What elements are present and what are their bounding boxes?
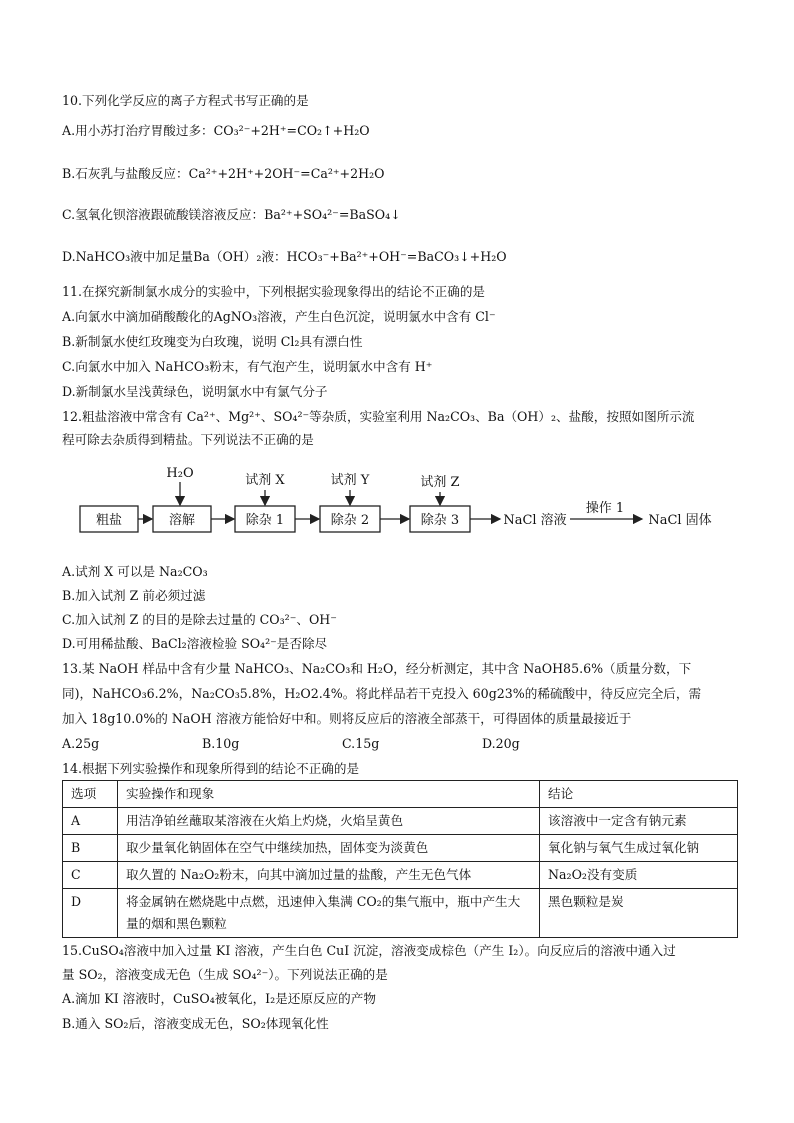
q10-option-a: A.用小苏打治疗胃酸过多：CO₃²⁻+2H⁺=CO₂↑+H₂O [62,123,370,138]
crude-salt-label: 粗盐 [95,513,123,528]
q12-flow-diagram [60,462,740,562]
q10-option-c: C.氢氧化钡溶液跟硫酸镁溶液反应：Ba²⁺+SO₄²⁻=BaSO₄↓ [62,207,401,222]
q11-option-c: C.向氯水中加入 NaHCO₃粉末，有气泡产生，说明氯水中含有 H⁺ [62,359,433,374]
purify-1-label: 除杂 1 [245,513,285,528]
reagent-y-label: 试剂 Y [330,473,370,488]
q13-stem-line1: 13.某 NaOH 样品中含有少量 NaHCO₃、Na₂CO₃和 H₂O，经分析测定，其中含 NaOH85.6%（质量分数，下 [62,661,692,676]
row-operation: 取久置的 Na₂O₂粉末，向其中滴加过量的盐酸，产生无色气体 [118,862,540,889]
q15-stem-line1: 15.CuSO₄溶液中加入过量 KI 溶液，产生白色 CuI 沉淀，溶液变成棕色（产生 I₂）。向反应后的溶液中通入过 [62,943,676,958]
row-operation: 将金属钠在燃烧匙中点燃，迅速伸入集满 CO₂的集气瓶中，瓶中产生大量的烟和黑色颗粒 [118,889,540,938]
q11-option-d: D.新制氯水呈浅黄绿色，说明氯水中有氯气分子 [62,384,328,399]
row-conclusion: 该溶液中一定含有钠元素 [540,808,738,835]
header-conclusion: 结论 [540,781,738,808]
operation-1-label: 操作 1 [585,501,625,516]
q12-option-a: A.试剂 X 可以是 Na₂CO₃ [62,564,208,579]
purify-2-label: 除杂 2 [330,513,370,528]
q12-option-b: B.加入试剂 Z 前必须过滤 [62,588,206,603]
row-conclusion: 氧化钠与氧气生成过氧化钠 [540,835,738,862]
q10-stem: 10.下列化学反应的离子方程式书写正确的是 [62,93,309,108]
row-option: B [63,835,118,862]
header-operation: 实验操作和现象 [118,781,540,808]
q10-option-b: B.石灰乳与盐酸反应：Ca²⁺+2H⁺+2OH⁻=Ca²⁺+2H₂O [62,166,385,181]
q13-option-d: D.20g [482,736,520,751]
row-option: D [63,889,118,938]
table-header-row [63,781,738,808]
table-row [63,862,738,889]
q15-option-a: A.滴加 KI 溶液时，CuSO₄被氧化，I₂是还原反应的产物 [62,991,376,1006]
row-conclusion: Na₂O₂没有变质 [540,862,738,889]
nacl-solution-label: NaCl 溶液 [503,513,567,528]
row-option: A [63,808,118,835]
reagent-x-label: 试剂 X [245,473,285,488]
q12-stem-line2: 程可除去杂质得到精盐。下列说法不正确的是 [62,432,314,447]
q11-stem: 11.在探究新制氯水成分的实验中，下列根据实验现象得出的结论不正确的是 [62,284,486,299]
q13-stem-line3: 加入 18g10.0%的 NaOH 溶液方能恰好中和。则将反应后的溶液全部蒸干，可得固体的质量最接近于 [62,711,632,726]
q13-option-c: C.15g [342,736,380,751]
purify-3-label: 除杂 3 [420,513,460,528]
reagent-z-label: 试剂 Z [420,475,460,490]
table-row [63,835,738,862]
q13-option-a: A.25g [62,736,100,751]
q14-table [62,780,738,938]
row-option: C [63,862,118,889]
water-label: H₂O [166,466,194,481]
q11-option-b: B.新制氯水使红玫瑰变为白玫瑰，说明 Cl₂具有漂白性 [62,334,363,349]
q12-option-c: C.加入试剂 Z 的目的是除去过量的 CO₃²⁻、OH⁻ [62,612,337,627]
q10-option-d: D.NaHCO₃液中加足量Ba（OH）₂液：HCO₃⁻+Ba²⁺+OH⁻=BaCO₃↓+H₂O [62,249,507,264]
table-row [63,808,738,835]
q15-option-b: B.通入 SO₂后，溶液变成无色，SO₂体现氧化性 [62,1016,329,1031]
row-operation: 取少量氧化钠固体在空气中继续加热，固体变为淡黄色 [118,835,540,862]
q11-option-a: A.向氯水中滴加硝酸酸化的AgNO₃溶液，产生白色沉淀，说明氯水中含有 Cl⁻ [62,309,496,324]
table-row [63,889,738,938]
q12-stem-line1: 12.粗盐溶液中常含有 Ca²⁺、Mg²⁺、SO₄²⁻等杂质，实验室利用 Na₂CO₃、Ba（OH）₂、盐酸，按照如图所示流 [62,409,695,424]
header-option: 选项 [63,781,118,808]
q14-stem: 14.根据下列实验操作和现象所得到的结论不正确的是 [62,761,360,776]
q13-option-b: B.10g [202,736,240,751]
q13-stem-line2: 同)，NaHCO₃6.2%，Na₂CO₃5.8%，H₂O2.4%。将此样品若干克投入 60g23%的稀硫酸中，待反应完全后，需 [62,686,702,701]
row-conclusion: 黑色颗粒是炭 [540,889,738,938]
q12-option-d: D.可用稀盐酸、BaCl₂溶液检验 SO₄²⁻是否除尽 [62,636,328,651]
nacl-solid-label: NaCl 固体 [648,513,712,528]
dissolve-label: 溶解 [168,513,196,528]
row-operation: 用洁净铂丝蘸取某溶液在火焰上灼烧，火焰呈黄色 [118,808,540,835]
q15-stem-line2: 量 SO₂，溶液变成无色（生成 SO₄²⁻）。下列说法正确的是 [62,967,388,982]
